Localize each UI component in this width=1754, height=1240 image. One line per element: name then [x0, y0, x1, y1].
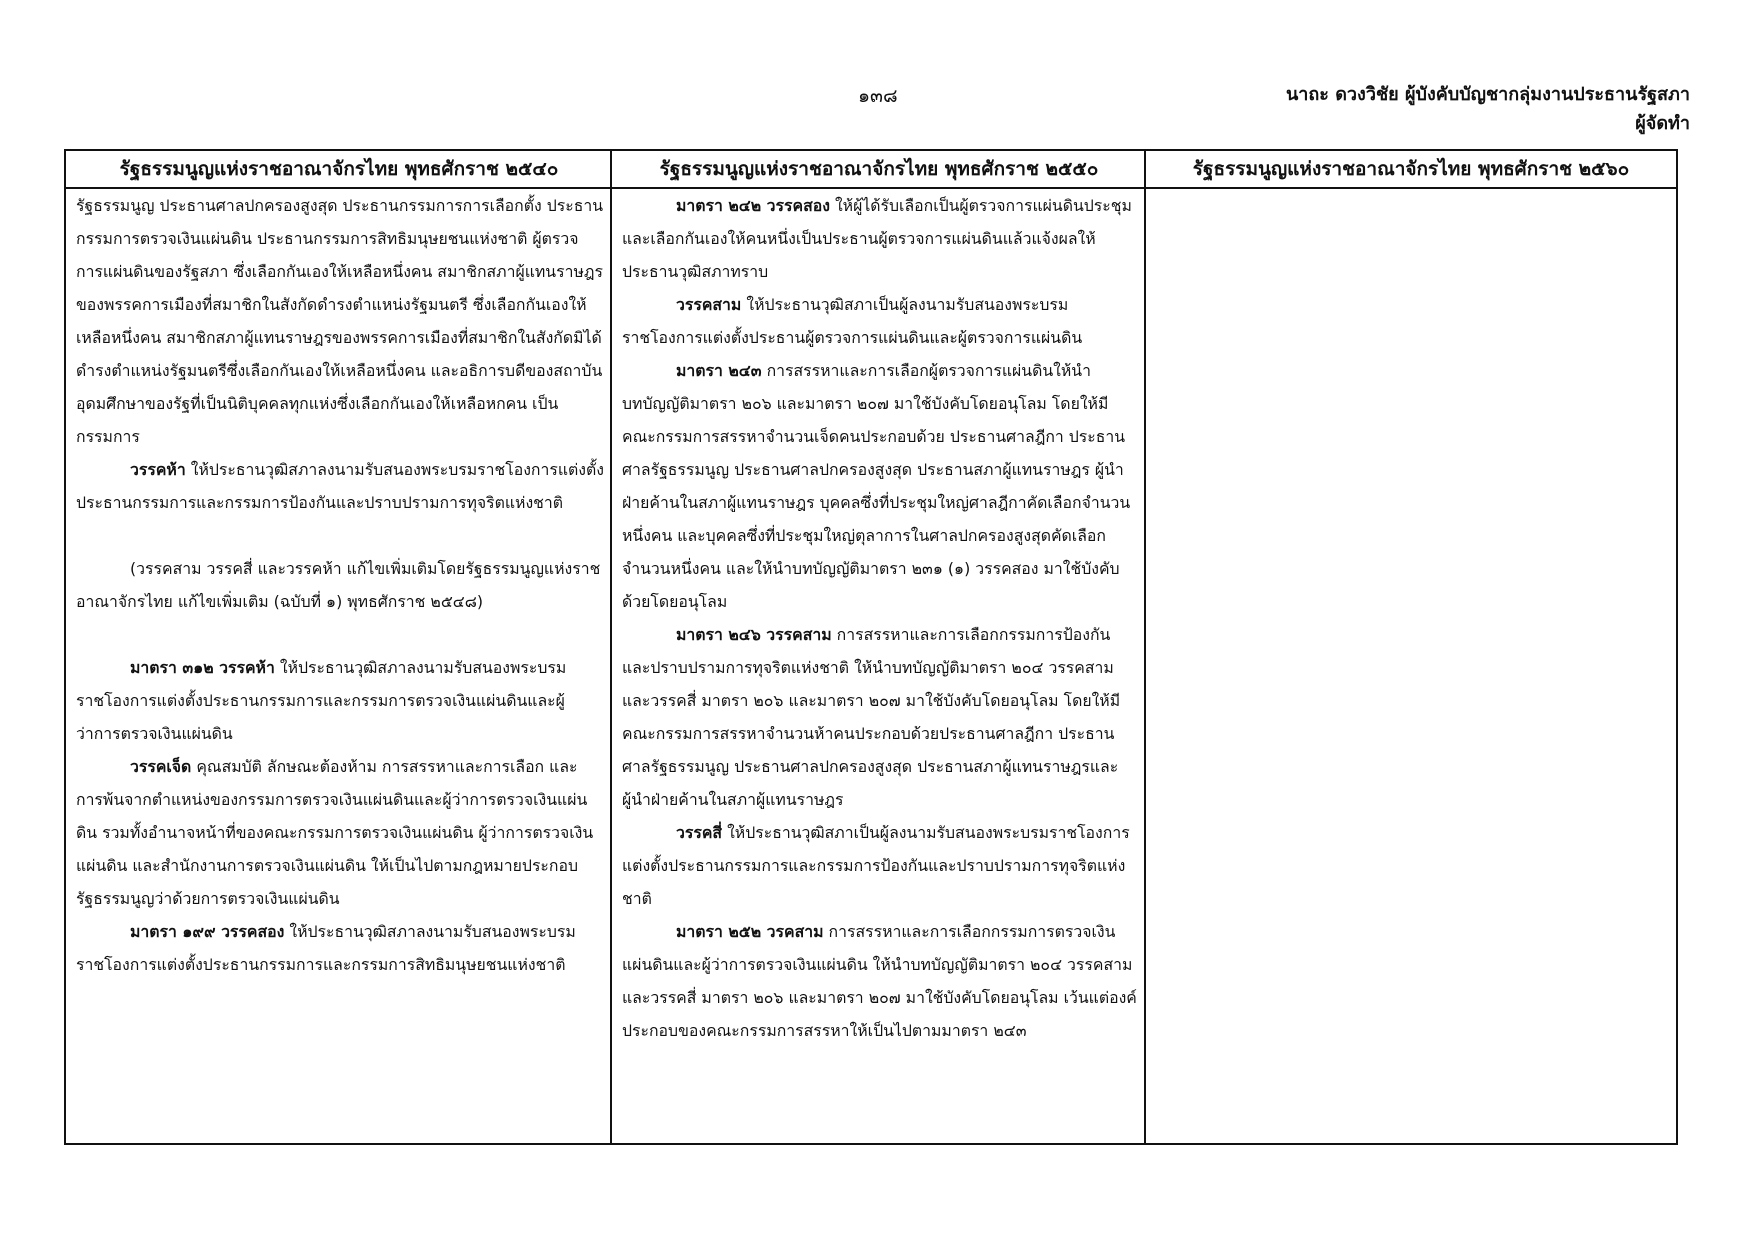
paragraph: [622, 618, 1138, 816]
section-reference: มาตรา ๑๙๙ วรรคสอง: [130, 922, 285, 941]
page-number: ๑๓๘: [858, 85, 898, 107]
section-reference: วรรคสาม: [676, 295, 742, 314]
paragraph-text: ให้ผู้ได้รับเลือกเป็นผู้ตรวจการแผ่นดินประชุมและเลือกกันเองให้คนหนึ่งเป็นประธานผู้ตรวจการแผ่นดินแล้วแจ้งผลให้ประธานวุฒิสภาทราบ: [622, 196, 1132, 281]
paragraph: [622, 816, 1138, 915]
column-divider: [1144, 151, 1146, 1143]
section-reference: วรรคเจ็ด: [130, 757, 192, 776]
comparison-table: [64, 149, 1678, 1145]
paragraph-text: ให้ประธานวุฒิสภาลงนามรับสนองพระบรมราชโองการแต่งตั้งประธานกรรมการและกรรมการป้องกันและปราบปรามการทุจริตแห่งชาติ: [76, 460, 604, 512]
paragraph: [622, 189, 1138, 288]
compiler-role-line: ผู้จัดทำ: [1635, 113, 1690, 134]
column-body-2540: [66, 189, 612, 1143]
section-reference: วรรคสี่: [676, 823, 723, 842]
section-reference: มาตรา ๒๔๓: [676, 361, 762, 380]
paragraph: [76, 915, 604, 981]
compiler-credit: [1286, 80, 1690, 138]
column-header-2550: รัฐธรรมนูญแห่งราชอาณาจักรไทย พุทธศักราช ๒๕๕๐: [612, 151, 1146, 189]
paragraph-text: การสรรหาและการเลือกกรรมการตรวจเงินแผ่นดินและผู้ว่าการตรวจเงินแผ่นดิน ให้นำบทบัญญัติมาตรา ๒๐๔ วรรคสามและวรรคสี่ มาตรา ๒๐๖ และมาตรา ๒๐๗ มาใช้บังคับโดยอนุโลม เว้นแต่องค์ประกอบของคณะกรรมการสรรหาให้เป็นไปตามมาตรา ๒๔๓: [622, 922, 1137, 1040]
section-reference: วรรคห้า: [130, 460, 186, 479]
paragraph-text: การสรรหาและการเลือกผู้ตรวจการแผ่นดินให้นำบทบัญญัติมาตรา ๒๐๖ และมาตรา ๒๐๗ มาใช้บังคับโดยอนุโลม โดยให้มีคณะกรรมการสรรหาจำนวนเจ็ดคนประกอบด้วย ประธานศาลฎีกา ประธานศาลรัฐธรรมนูญ ประธานศาลปกครองสูงสุด ประธานสภาผู้แทนราษฎร ผู้นำฝ่ายค้านในสภาผู้แทนราษฎร บุคคลซึ่งที่ประชุมใหญ่ศาลฎีกาคัดเลือกจำนวนหนึ่งคน และบุคคลซึ่งที่ประชุมใหญ่ตุลาการในศาลปกครองสูงสุดคัดเลือกจำนวนหนึ่งคน และให้นำบทบัญญัติมาตรา ๒๓๑ (๑) วรรคสอง มาใช้บังคับด้วยโดยอนุโลม: [622, 361, 1131, 611]
paragraph: [622, 915, 1138, 1047]
paragraph-text: ให้ประธานวุฒิสภาลงนามรับสนองพระบรมราชโองการแต่งตั้งประธานกรรมการและกรรมการสิทธิมนุษยชนแห่งชาติ: [76, 922, 576, 974]
paragraph: [76, 750, 604, 915]
paragraph-text: คุณสมบัติ ลักษณะต้องห้าม การสรรหาและการเลือก และการพ้นจากตำแหน่งของกรรมการตรวจเงินแผ่นดินและผู้ว่าการตรวจเงินแผ่นดิน รวมทั้งอำนาจหน้าที่ของคณะกรรมการตรวจเงินแผ่นดิน ผู้ว่าการตรวจเงินแผ่นดิน และสำนักงานการตรวจเงินแผ่นดิน ให้เป็นไปตามกฎหมายประกอบรัฐธรรมนูญว่าด้วยการตรวจเงินแผ่นดิน: [76, 757, 594, 908]
column-body-2560: [1146, 189, 1676, 1143]
paragraph: [76, 189, 604, 453]
paragraph: [76, 552, 604, 618]
column-header-2560: รัฐธรรมนูญแห่งราชอาณาจักรไทย พุทธศักราช ๒๕๖๐: [1146, 151, 1676, 189]
column-header-2540: รัฐธรรมนูญแห่งราชอาณาจักรไทย พุทธศักราช ๒๕๔๐: [66, 151, 612, 189]
paragraph: [622, 354, 1138, 618]
paragraph-text: ให้ประธานวุฒิสภาลงนามรับสนองพระบรมราชโองการแต่งตั้งประธานกรรมการและกรรมการตรวจเงินแผ่นดินและผู้ว่าการตรวจเงินแผ่นดิน: [76, 658, 567, 743]
column-body-2550: [612, 189, 1146, 1143]
page-header: [0, 0, 1754, 150]
compiler-name-line: นาถะ ดวงวิชัย ผู้บังคับบัญชากลุ่มงานประธานรัฐสภา: [1286, 84, 1690, 105]
paragraph: [622, 288, 1138, 354]
paragraph-text: ให้ประธานวุฒิสภาเป็นผู้ลงนามรับสนองพระบรมราชโองการแต่งตั้งประธานผู้ตรวจการแผ่นดินและผู้ตรวจการแผ่นดิน: [622, 295, 1083, 347]
paragraph-text: รัฐธรรมนูญ ประธานศาลปกครองสูงสุด ประธานกรรมการการเลือกตั้ง ประธานกรรมการตรวจเงินแผ่นดิน ประธานกรรมการสิทธิมนุษยชนแห่งชาติ ผู้ตรวจการแผ่นดินของรัฐสภา ซึ่งเลือกกันเองให้เหลือหนึ่งคน สมาชิกสภาผู้แทนราษฎรของพรรคการเมืองที่สมาชิกในสังกัดดำรงตำแหน่งรัฐมนตรี ซึ่งเลือกกันเองให้เหลือหนึ่งคน สมาชิกสภาผู้แทนราษฎรของพรรคการเมืองที่สมาชิกในสังกัดมิได้ดำรงตำแหน่งรัฐมนตรีซึ่งเลือกกันเองให้เหลือหนึ่งคน และอธิการบดีของสถาบันอุดมศึกษาของรัฐที่เป็นนิติบุคคลทุกแห่งซึ่งเลือกกันเองให้เหลือหกคน เป็นกรรมการ: [76, 196, 604, 446]
section-reference: มาตรา ๒๕๒ วรคสาม: [676, 922, 824, 941]
paragraph-text: การสรรหาและการเลือกกรรมการป้องกันและปราบปรามการทุจริตแห่งชาติ ให้นำบทบัญญัติมาตรา ๒๐๔ วรรคสามและวรรคสี่ มาตรา ๒๐๖ และมาตรา ๒๐๗ มาใช้บังคับโดยอนุโลม โดยให้มีคณะกรรมการสรรหาจำนวนห้าคนประกอบด้วยประธานศาลฎีกา ประธานศาลรัฐธรรมนูญ ประธานศาลปกครองสูงสุด ประธานสภาผู้แทนราษฎรและผู้นำฝ่ายค้านในสภาผู้แทนราษฎร: [622, 625, 1121, 809]
column-divider: [610, 151, 612, 1143]
section-reference: มาตรา ๒๔๒ วรรคสอง: [676, 196, 830, 215]
paragraph: [76, 453, 604, 519]
paragraph-text: ให้ประธานวุฒิสภาเป็นผู้ลงนามรับสนองพระบรมราชโองการแต่งตั้งประธานกรรมการและกรรมการป้องกันและปราบปรามการทุจริตแห่งชาติ: [622, 823, 1130, 908]
section-reference: มาตรา ๒๔๖ วรรคสาม: [676, 625, 832, 644]
section-reference: มาตรา ๓๑๒ วรรคห้า: [130, 658, 275, 677]
paragraph-text: (วรรคสาม วรรคสี่ และวรรคห้า แก้ไขเพิ่มเติมโดยรัฐธรรมนูญแห่งราชอาณาจักรไทย แก้ไขเพิ่มเติม (ฉบับที่ ๑) พุทธศักราช ๒๕๔๘): [76, 559, 601, 611]
paragraph: [76, 651, 604, 750]
